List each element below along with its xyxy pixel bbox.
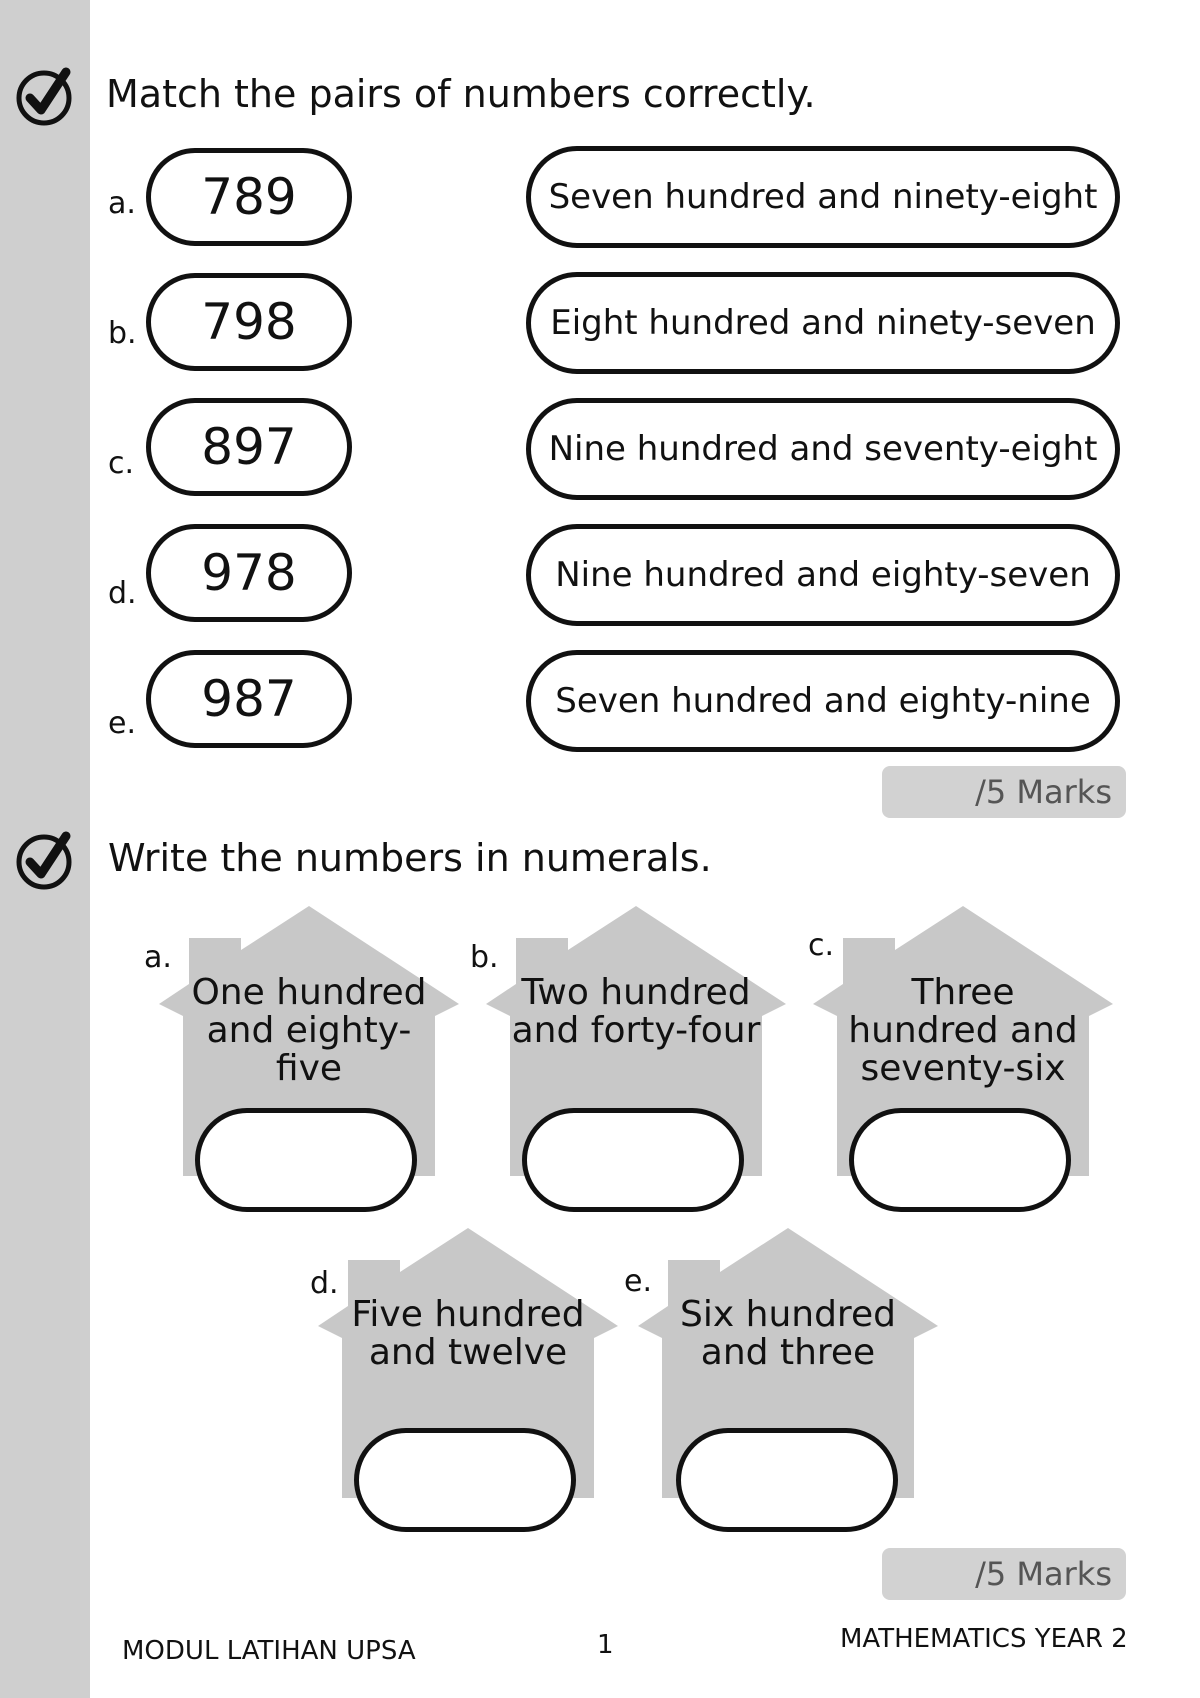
footer-page-number: 1 [597,1630,614,1660]
house-letter-b: b. [470,940,499,975]
item-letter-a: a. [108,186,136,221]
marks-badge-section1: /5 Marks [882,766,1126,818]
house-a [159,906,459,1206]
house-letter-d: d. [310,1266,339,1301]
house-text-b: Two hundred and forty-four [511,972,761,1051]
word-pill-2[interactable]: Eight hundred and ninety-seven [526,272,1120,374]
item-letter-b: b. [108,316,137,351]
house-d [318,1228,618,1528]
house-text-e: Six hundred and three [680,1294,896,1373]
section1-instruction: Match the pairs of numbers correctly. [106,72,816,116]
number-pill-c[interactable]: 897 [146,398,352,496]
checkmark-icon [14,64,78,128]
house-letter-a: a. [144,940,172,975]
number-pill-d[interactable]: 978 [146,524,352,622]
number-pill-a[interactable]: 789 [146,148,352,246]
item-letter-d: d. [108,576,137,611]
answer-box-a[interactable] [195,1108,417,1212]
marks-badge-section2: /5 Marks [882,1548,1126,1600]
item-letter-e: e. [108,706,136,741]
word-pill-4[interactable]: Nine hundred and eighty-seven [526,524,1120,626]
house-text-d: Five hundred and twelve [351,1294,585,1373]
answer-box-c[interactable] [849,1108,1071,1212]
number-pill-e[interactable]: 987 [146,650,352,748]
word-pill-3[interactable]: Nine hundred and seventy-eight [526,398,1120,500]
house-letter-e: e. [624,1264,652,1299]
word-pill-1[interactable]: Seven hundred and ninety-eight [526,146,1120,248]
number-pill-b[interactable]: 798 [146,273,352,371]
answer-box-e[interactable] [676,1428,898,1532]
answer-box-b[interactable] [522,1108,744,1212]
house-c [813,906,1113,1206]
house-text-a: One hundred and eighty-five [191,972,427,1089]
house-b [486,906,786,1206]
item-letter-c: c. [108,446,135,481]
footer-module-name: MODUL LATIHAN UPSA [122,1636,416,1666]
answer-box-d[interactable] [354,1428,576,1532]
word-pill-5[interactable]: Seven hundred and eighty-nine [526,650,1120,752]
footer-subject: MATHEMATICS YEAR 2 [840,1624,1128,1654]
checkmark-icon [14,828,78,892]
house-letter-c: c. [808,928,835,963]
section2-instruction: Write the numbers in numerals. [108,836,712,880]
house-e [638,1228,938,1528]
house-text-c: Three hundred and seventy-six [848,972,1078,1089]
